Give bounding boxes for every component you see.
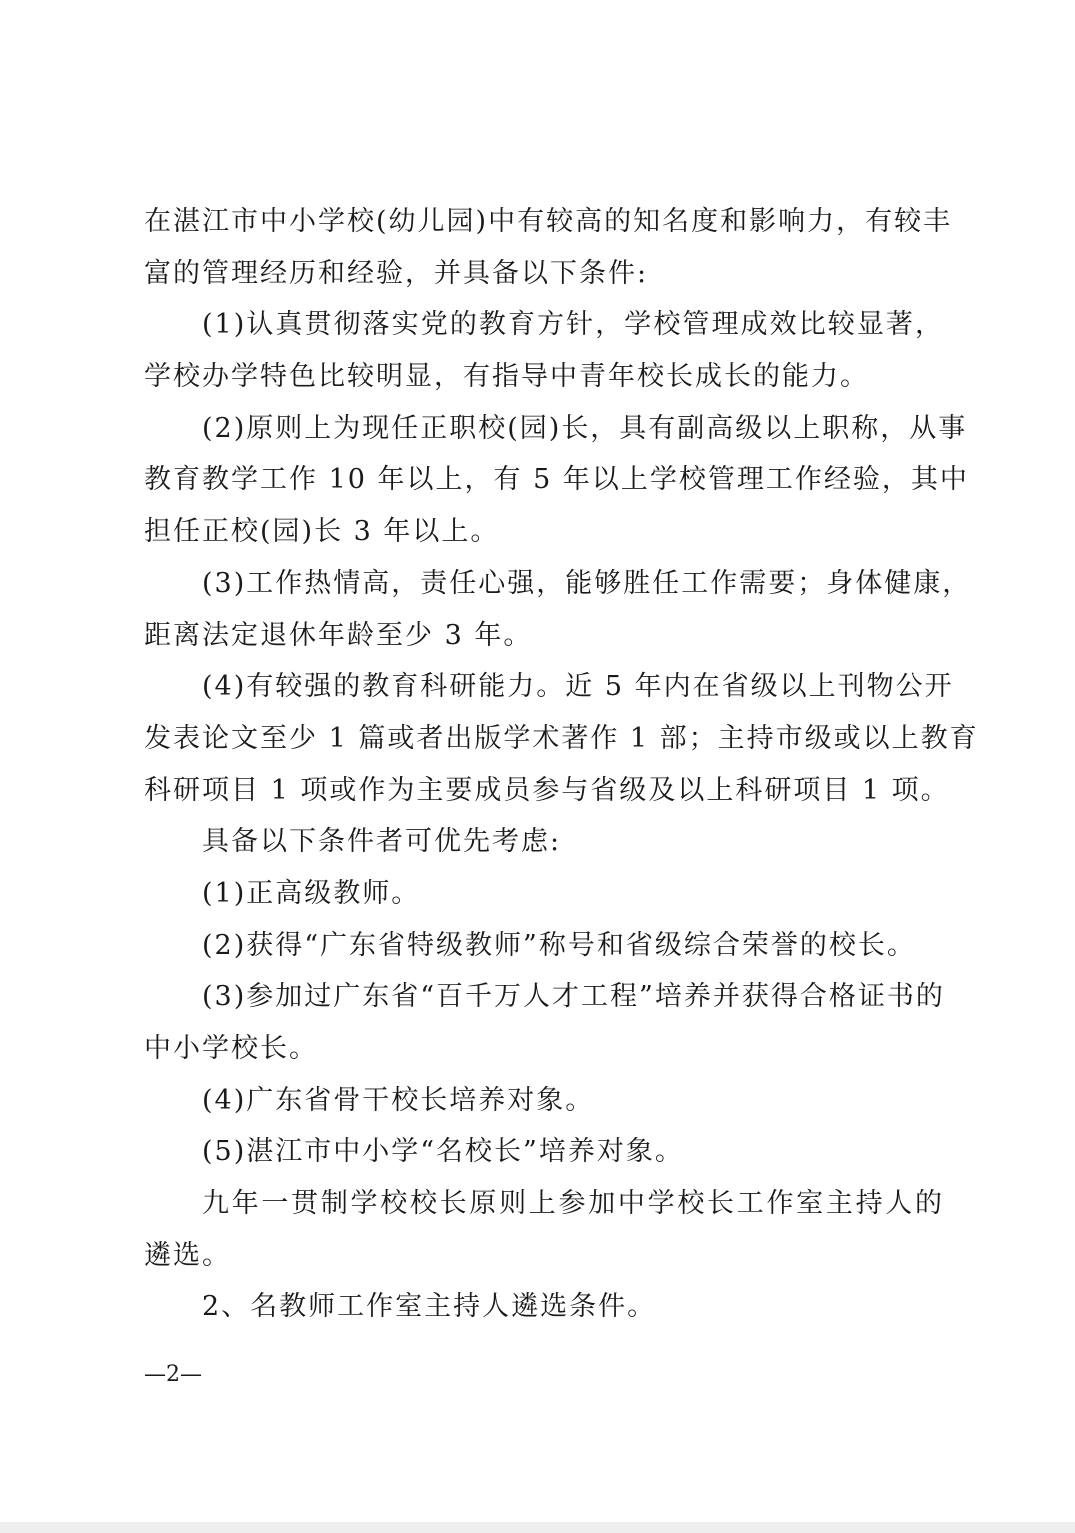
text-line: 九年一贯制学校校长原则上参加中学校长工作室主持人的 [202,1188,944,1220]
text-line: 担任正校(园)长 3 年以上。 [144,516,500,548]
text-line: 具备以下条件者可优先考虑: [202,826,562,858]
text-line: 教育教学工作 10 年以上，有 5 年以上学校管理工作经验，其中 [144,464,969,496]
text-line: 中小学校长。 [144,1033,318,1064]
text-line: (2)原则上为现任正职校(园)长，具有副高级以上职称，从事 [202,412,968,444]
page-bottom-edge [0,1522,1075,1533]
text-line: 在湛江市中小学校(幼儿园)中有较高的知名度和影响力，有较丰 [144,206,953,237]
text-line: (4)有较强的教育科研能力。近 5 年内在省级以上刊物公开 [202,671,954,703]
text-line: 距离法定退休年龄至少 3 年。 [144,619,533,651]
text-line: (1)认真贯彻落实党的教育方针，学校管理成效比较显著， [202,309,944,341]
text-line: (3)工作热情高，责任心强，能够胜任工作需要；身体健康， [202,567,972,599]
body-text [144,196,979,1333]
page-number: —2— [144,1362,202,1387]
text-line: (5)湛江市中小学“名校长”培养对象。 [202,1136,684,1168]
text-line: 学校办学特色比较明显，有指导中青年校长成长的能力。 [144,361,869,393]
text-line: (1)正高级教师。 [202,877,421,909]
text-line: 发表论文至少 1 篇或者出版学术著作 1 部；主持市级或以上教育 [144,722,979,754]
text-line: 2、名教师工作室主持人遴选条件。 [202,1291,657,1323]
text-line: (2)获得“广东省特级教师”称号和省级综合荣誉的校长。 [202,929,916,961]
text-line: (4)广东省骨干校长培养对象。 [202,1084,595,1116]
text-line: 科研项目 1 项或作为主要成员参与省级及以上科研项目 1 项。 [144,774,950,806]
text-line: (3)参加过广东省“百千万人才工程”培养并获得合格证书的 [202,981,945,1013]
text-line: 富的管理经历和经验，并具备以下条件: [144,257,649,289]
text-line: 遴选。 [144,1239,231,1271]
